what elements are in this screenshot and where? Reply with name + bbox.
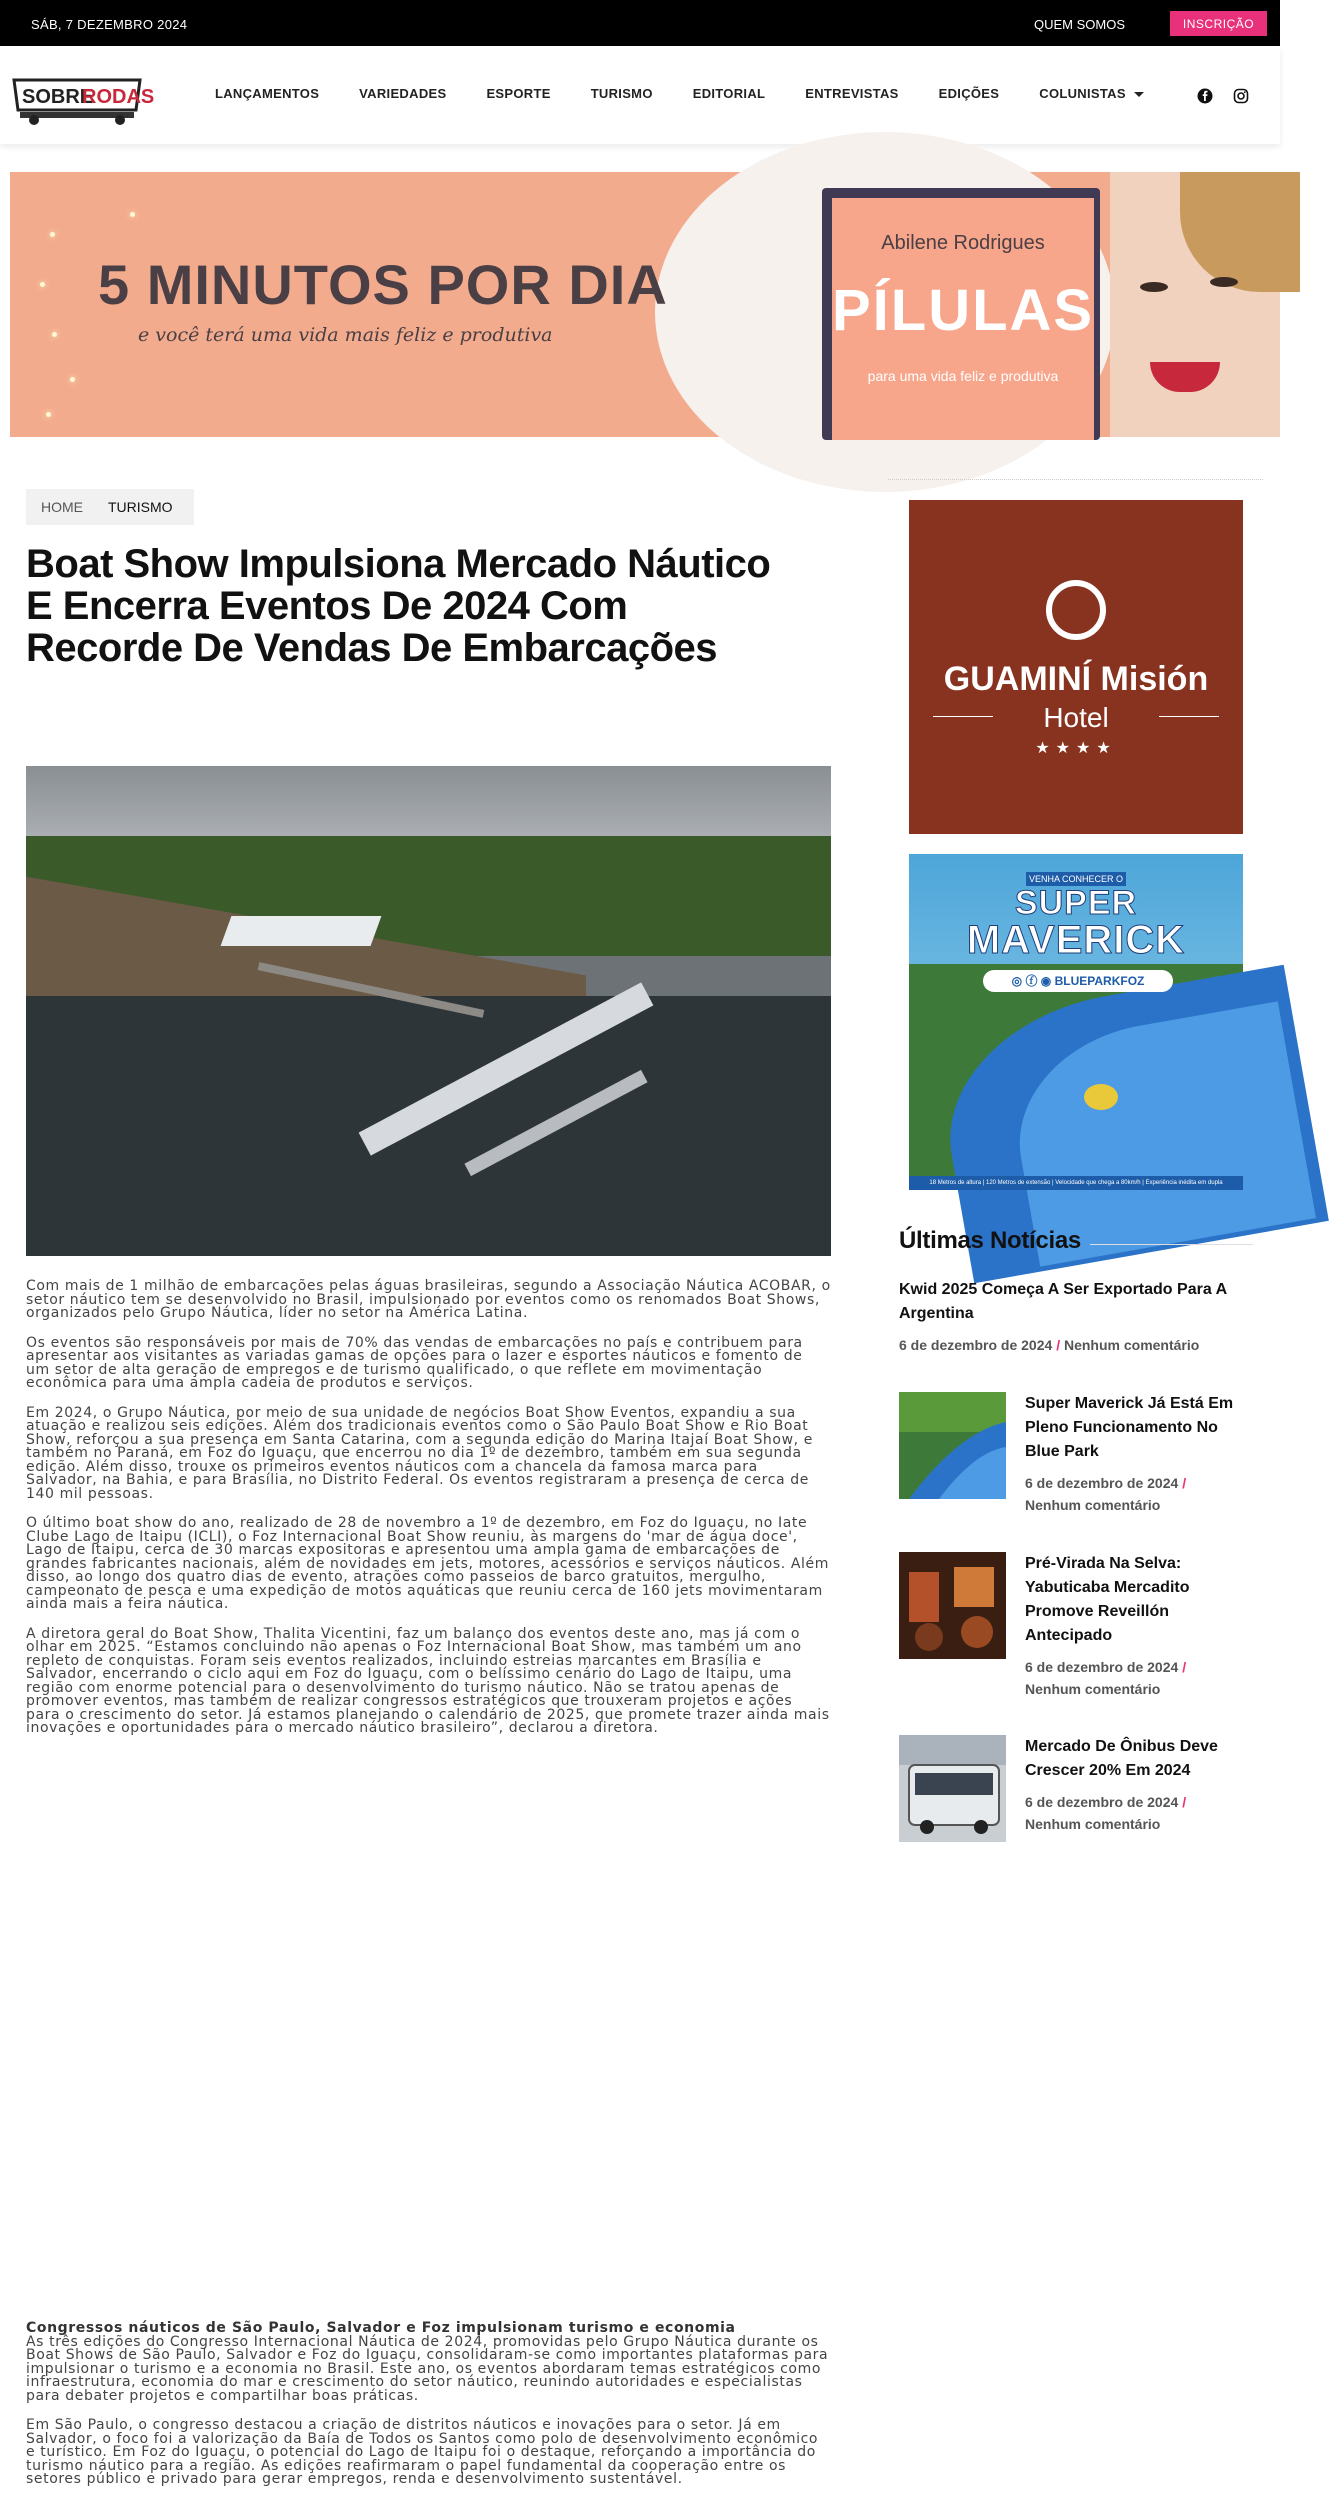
photo-tent <box>221 916 382 946</box>
nav-item-variedades[interactable]: VARIEDADES <box>359 86 447 101</box>
article-paragraph: Em 2024, o Grupo Náutica, por meio de sua unidade de negócios Boat Show Eventos, expandiu a sua atuação e realizou seis edições. Além dos tradicionais eventos como o São Paulo Boat Show e Rio Boat Show, reforçou a sua presença em Santa Catarina, com a segunda edição do Marina Itajaí Boat Show, e também no Paraná, em Foz do Iguaçu, que encerrou no dia 1º de dezembro, também em sua segunda edição. Além disso, trouxe os primeiros eventos náuticos com a chancela da famosa marca para Salvador, na Bahia, e para Brasília, no Distrito Federal. Os eventos registraram a presença de cerca de 140 mil pessoas. <box>26 1404 813 1502</box>
hotel-subtitle: Hotel <box>1043 702 1109 733</box>
hotel-logo-icon <box>1046 580 1106 640</box>
news-item[interactable] <box>899 1278 1259 1356</box>
news-comments: Nenhum comentário <box>1025 1816 1161 1832</box>
author-hair <box>1180 172 1300 292</box>
breadcrumb <box>26 489 194 525</box>
book-tagline: para uma vida feliz e produtiva <box>867 368 1059 384</box>
nav-item-lancamentos[interactable]: LANÇAMENTOS <box>215 86 320 101</box>
logo-text-2: RODAS <box>82 86 155 108</box>
top-bar <box>0 0 1280 46</box>
instagram-icon[interactable] <box>1233 88 1249 104</box>
article-paragraph: O último boat show do ano, realizado de 28 de novembro a 1º de dezembro, em Foz do Iguaçu, no Iate Clube Lago de Itaipu (ICLI), o Foz Internacional Boat Show reuniu, às margens do 'mar de água doce', Lago de Itaipu, cerca de 30 marcas expositoras e apresentou uma ampla gama de embarcações de grandes fabricantes nacionais, além de novidades em jets, motores, acessórios e serviços náuticos. Além disso, ao longo dos quatro dias de evento, atrações como passeios de barco gratuitos, mergulho, campeonato de pesca e uma expedição de motos aquáticas que reuniu cerca de 160 jets movimentaram ainda mais a feira náutica. <box>26 1515 829 1612</box>
nav-item-turismo[interactable]: TURISMO <box>590 86 653 101</box>
news-date: 6 de dezembro de 2024 <box>1025 1794 1179 1810</box>
news-meta <box>1025 1472 1255 1516</box>
photo-water <box>26 996 831 1256</box>
news-title[interactable]: Kwid 2025 Começa A Ser Exportado Para A Argentina <box>899 1281 1227 1322</box>
nav-item-editorial[interactable]: EDITORIAL <box>692 86 766 101</box>
hotel-stars: ★★★★ <box>1035 740 1117 757</box>
current-date: SÁB, 7 DEZEMBRO 2024 <box>31 17 188 32</box>
meta-separator: / <box>1182 1794 1187 1810</box>
news-title[interactable]: Super Maverick Já Está Em Pleno Funcionamento No Blue Park <box>1025 1395 1234 1460</box>
news-comments: Nenhum comentário <box>1025 1497 1161 1513</box>
book-title: PÍLULAS <box>832 278 1095 343</box>
news-text <box>1025 1392 1255 1516</box>
latest-news-rule <box>1090 1244 1253 1245</box>
float-ring <box>1084 1084 1118 1110</box>
news-thumbnail[interactable] <box>899 1735 1006 1842</box>
article-body-section2 <box>26 2322 831 2503</box>
article-body <box>26 1280 831 1752</box>
news-item[interactable] <box>899 1552 1259 1697</box>
author-smile <box>1150 362 1220 392</box>
logo-text-1: SOBRE <box>22 86 94 108</box>
news-text <box>1025 1735 1255 1835</box>
ad-footer: 18 Metros de altura | 120 Metros de extensão | Velocidade que chega a 80km/h | Experiência inédita em dupla <box>909 1176 1243 1190</box>
article-title: Boat Show Impulsiona Mercado Náutico E Encerra Eventos De 2024 Com Recorde De Vendas De Embarcações <box>26 542 771 670</box>
news-title[interactable]: Mercado De Ônibus Deve Crescer 20% Em 2024 <box>1025 1738 1218 1779</box>
article-paragraph: A diretora geral do Boat Show, Thalita Vicentini, faz um balanço dos eventos deste ano, mas já com o olhar em 2025. “Estamos concluindo não apenas o Foz Internacional Boat Show, mas também um ano repleto de conquistas. Foram seis eventos realizados, incluindo estreias marcantes em Brasília e Salvador, encerrando o ciclo aqui em Foz do Iguaçu, com o belíssimo cenário do Lago de Itaipu, uma região com enorme potencial para o desenvolvimento do turismo náutico. Não se tratou apenas de promover eventos, mas também de realizar congressos estratégicos que trouxeram projetos e ações para o crescimento do setor. Já estamos planejando o calendário de 2025, que promete trazer ainda mais inovações e oportunidades para o mercado náutico brasileiro”, declarou a diretora. <box>26 1625 830 1736</box>
site-header <box>0 46 1280 144</box>
ad-title-super: SUPER <box>1014 884 1138 922</box>
blue-park-ad[interactable] <box>909 854 1243 1190</box>
sidebar-divider <box>888 479 1263 480</box>
article-paragraph: As três edições do Congresso Internacional Náutica de 2024, promovidas pelo Grupo Náutica durante os Boat Shows de São Paulo, Salvador e Foz do Iguaçu, consolidaram-se como importantes plataformas para impulsionar o turismo e a economia no Brasil. Este ano, os eventos abordaram temas estratégicos como infraestrutura, economia do mar e crescimento do setor náutico, reunindo autoridades e especialistas para debater projetos e compartilhar boas práticas. <box>26 2333 829 2404</box>
banner-ad[interactable] <box>10 172 1270 437</box>
ad-kicker: VENHA CONHECER O <box>1026 872 1126 886</box>
book-front <box>832 198 1094 440</box>
nav-item-esporte[interactable]: ESPORTE <box>486 86 551 101</box>
book-cover-image <box>822 188 1100 440</box>
news-comments: Nenhum comentário <box>1063 1337 1200 1353</box>
news-meta <box>1025 1791 1255 1835</box>
nav-item-colunistas[interactable] <box>1039 86 1144 101</box>
breadcrumb-home[interactable]: HOME <box>41 499 83 515</box>
subscribe-button[interactable]: INSCRIÇÃO <box>1170 11 1267 36</box>
author-eye <box>1140 282 1168 292</box>
latest-news-heading: Últimas Notícias <box>899 1227 1081 1254</box>
banner-headline: 5 MINUTOS POR DIA <box>98 253 668 316</box>
news-meta <box>899 1334 1259 1356</box>
ad-title-maverick: MAVERICK <box>966 918 1186 962</box>
meta-separator: / <box>1056 1337 1061 1353</box>
nav-item-entrevistas[interactable]: ENTREVISTAS <box>805 86 899 101</box>
article-paragraph: Em São Paulo, o congresso destacou a criação de distritos náuticos e inovações para o setor. Já em Salvador, o foco foi a valorização da Baía de Todos os Santos como polo de desenvolvimento econômico e turístico. Em Foz do Iguaçu, o potencial do Lago de Itaipu foi o destaque, reforçando a importância do turismo náutico para a região. As edições reafirmaram o papel fundamental da cooperação entre os setores público e privado para gerar empregos, renda e desenvolvimento sustentável. <box>26 2417 819 2487</box>
news-date: 6 de dezembro de 2024 <box>899 1337 1053 1353</box>
article-photo <box>26 766 831 1245</box>
hotel-name: GUAMINÍ Misión <box>943 660 1209 698</box>
news-item[interactable] <box>899 1735 1259 1845</box>
author-eye <box>1210 277 1238 287</box>
article-paragraph: Com mais de 1 milhão de embarcações pelas águas brasileiras, segundo a Associação Náutica ACOBAR, o setor náutico tem se desenvolvido no Brasil, impulsionado por eventos como os renomados Boat Shows, organizados pelo Grupo Náutica, líder no setor na América Latina. <box>26 1278 831 1321</box>
ad-social-handle: ◎ ⓕ ◉ BLUEPARKFOZ <box>983 970 1173 992</box>
banner-subline: e você terá uma vida mais feliz e produtiva <box>138 324 553 346</box>
news-comments: Nenhum comentário <box>1025 1681 1161 1697</box>
meta-separator: / <box>1182 1659 1187 1675</box>
about-link[interactable]: QUEM SOMOS <box>1034 17 1126 32</box>
main-nav <box>215 86 1184 101</box>
article-paragraph: Os eventos são responsáveis por mais de 70% das vendas de embarcações no país e contribuem para apresentar aos visitantes as variadas gamas de opções para o lazer e esportes náuticos e fomento de um setor de alta geração de empregos e de turismo qualificado, o que reflete em movimentação econômica para uma ampla cadeia de produtos e serviços. <box>26 1334 803 1391</box>
meta-separator: / <box>1182 1475 1187 1491</box>
hotel-ad[interactable] <box>909 500 1243 834</box>
news-item[interactable] <box>899 1392 1259 1513</box>
news-thumbnail[interactable] <box>899 1392 1006 1499</box>
news-meta <box>1025 1656 1255 1700</box>
news-title[interactable]: Pré-Virada Na Selva: Yabuticaba Mercadito Promove Reveillón Antecipado <box>1025 1555 1190 1644</box>
news-text <box>1025 1552 1255 1700</box>
news-date: 6 de dezembro de 2024 <box>1025 1475 1179 1491</box>
nav-item-edicoes[interactable]: EDIÇÕES <box>938 86 1000 101</box>
article-subheading: Congressos náuticos de São Paulo, Salvador e Foz impulsionam turismo e economia <box>26 2320 736 2336</box>
nav-item-colunistas-label: COLUNISTAS <box>1039 86 1126 101</box>
author-photo <box>1110 172 1280 437</box>
news-thumbnail[interactable] <box>899 1552 1006 1659</box>
book-author: Abilene Rodrigues <box>881 232 1045 254</box>
chevron-down-icon <box>1134 92 1144 97</box>
news-date: 6 de dezembro de 2024 <box>1025 1659 1179 1675</box>
facebook-icon[interactable] <box>1197 88 1213 104</box>
breadcrumb-section[interactable]: TURISMO <box>108 499 173 515</box>
site-logo[interactable] <box>10 66 155 126</box>
